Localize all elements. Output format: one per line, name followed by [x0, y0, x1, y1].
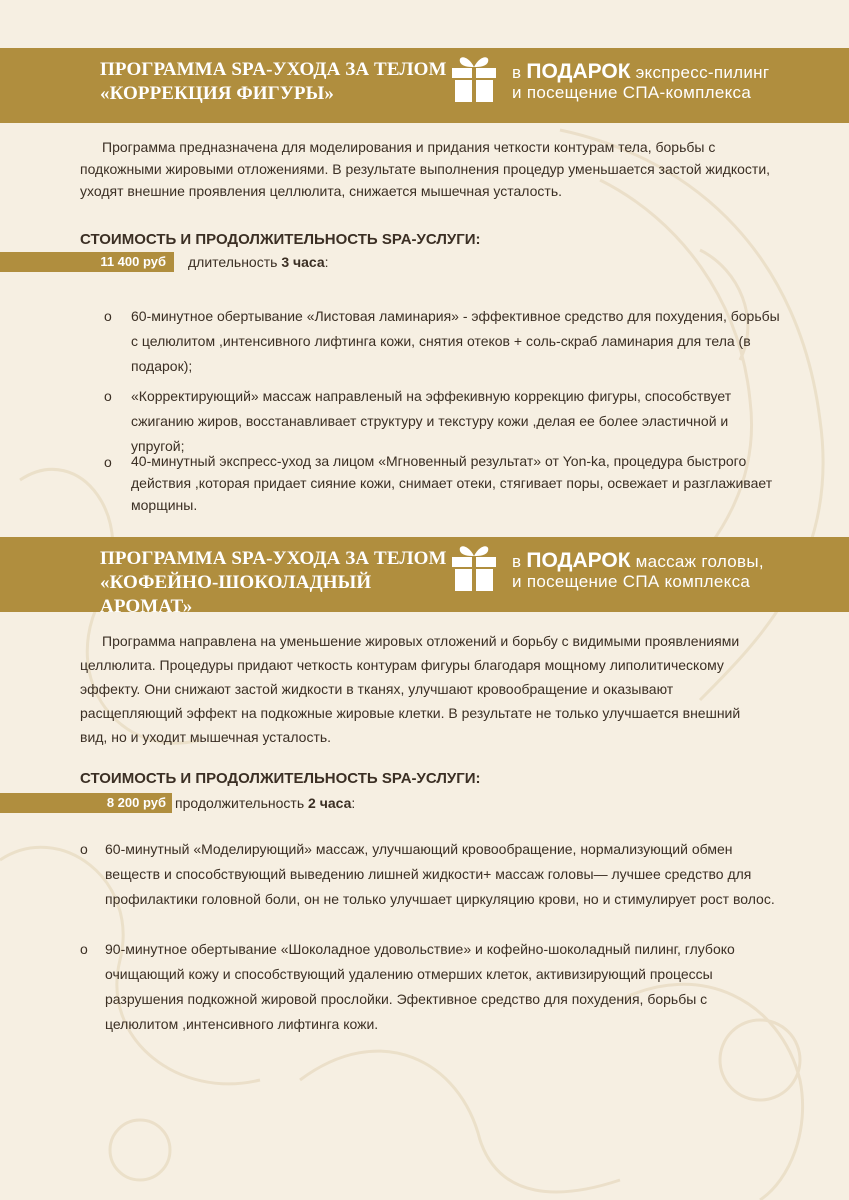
section1-banner: [0, 48, 849, 123]
section2-duration: [175, 793, 355, 813]
list-item: 60-минутное обертывание «Листовая ламинария» - эффективное средство для похудения, борьбы с целюлитом ,интенсивного лифтинга кожи, снятия отеков + соль-скраб ламинария для тела (в подарок);: [131, 308, 780, 374]
list-bullet: o: [80, 841, 88, 857]
section1-title: [100, 58, 450, 106]
section1-title-line1: ПРОГРАММА SPA-УХОДА ЗА ТЕЛОМ: [100, 59, 447, 80]
duration-prefix: длительность: [188, 254, 278, 270]
duration-suffix: :: [351, 795, 356, 811]
gift-prefix: в: [512, 552, 522, 571]
gift-prefix: в: [512, 63, 522, 82]
section1-description: Программа предназначена для моделирования и придания четкости контурам тела, борьбы с подкожными жировыми отложениями. В результате выполнения процедур уменьшается застой жидкости, уходят внешние проявления целлюлита, снижается мышечная усталость.: [80, 139, 771, 199]
gift-line2: и посещение СПА-комплекса: [512, 83, 752, 102]
section2-price: 8 200 руб: [106, 795, 166, 810]
list-bullet: o: [104, 388, 112, 404]
list-bullet: o: [80, 941, 88, 957]
section2-gift-text: [512, 551, 847, 592]
gift-word: ПОДАРОК: [526, 549, 631, 572]
duration-value: 3 часа: [281, 254, 325, 270]
section2-banner: [0, 537, 849, 617]
list-bullet: o: [104, 308, 112, 324]
section2-description: Программа направлена на уменьшение жировых отложений и борьбу с видимыми проявлениями целлюлита. Процедуры придают четкость контурам фигуры благодаря мощному липолитическому эффекту. Они снижают застой жидкости в тканях, улучшают кровообращение и оказывают расщепляющий эффект на подкожные жировые клетки. В результате не только улучшается внешний вид, но и уходит мышечная усталость.: [80, 633, 741, 745]
gift-line2: и посещение СПА комплекса: [512, 572, 751, 591]
section2-title: [100, 547, 450, 619]
section1-title-line2: «КОРРЕКЦИЯ ФИГУРЫ»: [100, 83, 334, 104]
section2-title-line2: «КОФЕЙНО-ШОКОЛАДНЫЙ АРОМАТ»: [100, 572, 372, 617]
gift-line1-rest: экспресс-пилинг: [635, 63, 770, 82]
list-bullet: o: [104, 454, 112, 470]
gift-word: ПОДАРОК: [526, 60, 631, 83]
section2-cost-label: СТОИМОСТЬ И ПРОДОЛЖИТЕЛЬНОСТЬ SPA-УСЛУГИ:: [80, 770, 481, 787]
section1-price-badge: [0, 252, 174, 272]
gift-icon: [450, 542, 498, 592]
list-item: 60-минутный «Моделирующий» массаж, улучшающий кровообращение, нормализующий обмен веществ и способствующий выведению лишней жидкости+ массаж головы— лучшее средство для профилактики головной боли, он не только улучшает циркуляцию крови, но и стимулирует рост волос.: [105, 841, 775, 907]
section1-price: 11 400 руб: [100, 254, 166, 269]
list-item: 90-минутное обертывание «Шоколадное удовольствие» и кофейно-шоколадный пилинг, глубоко очищающий кожу и способствующий удалению отмерших клеток, активизирующий процессы разрушения подкожной жировой прослойки. Эфективное средство для похудения, борьбы с целюлитом ,интенсивного лифтинга кожи.: [105, 941, 735, 1032]
list-item: 40-минутный экспресс-уход за лицом «Мгновенный результат» от Yon-ka, процедура быстрого действия ,которая придает сияние кожи, снимает отеки, стягивает поры, освежает и разглаживает морщины.: [131, 453, 773, 513]
gift-line1-rest: массаж головы,: [635, 552, 764, 571]
duration-suffix: :: [324, 254, 329, 270]
section1-gift-text: [512, 62, 847, 103]
duration-value: 2 часа: [308, 795, 352, 811]
section1-cost-label: СТОИМОСТЬ И ПРОДОЛЖИТЕЛЬНОСТЬ SPA-УСЛУГИ:: [80, 231, 481, 248]
section2-price-badge: [0, 793, 172, 813]
list-item: «Корректирующий» массаж направленый на эффекивную коррекцию фигуры, способствует сжиганию жиров, восстанавливает структуру и текстуру кожи ,делая ее более эластичной и упругой;: [131, 388, 732, 454]
section2-title-line1: ПРОГРАММА SPA-УХОДА ЗА ТЕЛОМ: [100, 548, 447, 569]
section1-duration: [188, 252, 329, 272]
duration-prefix: продолжительность: [175, 795, 305, 811]
gift-icon: [450, 53, 498, 103]
